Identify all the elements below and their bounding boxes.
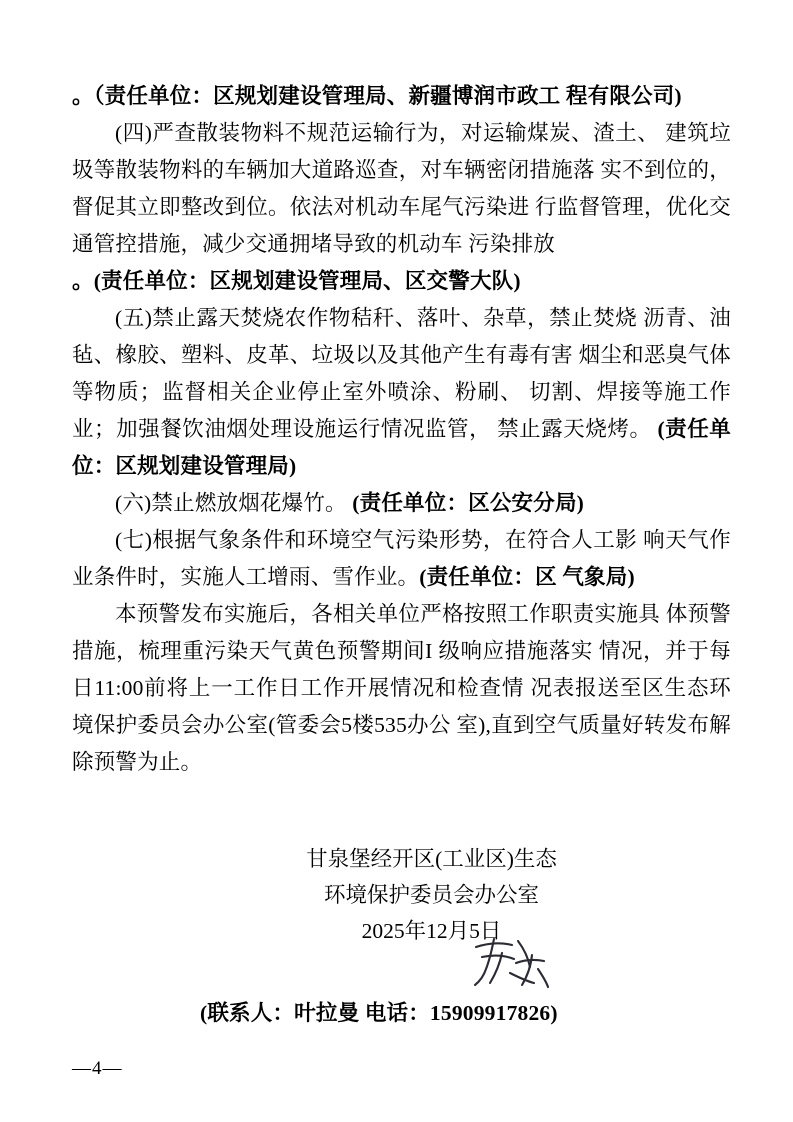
paragraph-text: 。(责任单位：区规划建设管理局、区交警大队) [72,269,521,293]
paragraph-text: (六)禁止燃放烟花爆竹。 [115,491,353,515]
paragraph-responsible-unit-4: (责任单位：区公安分局) [352,491,585,515]
signature-issuer-line-2: 环境保护委员会办公室 [323,883,539,907]
contact-text: (联系人：叶拉曼 电话：15909917826) [200,1001,558,1025]
page-number-footer [72,1058,123,1080]
paragraph-item-7 [72,522,731,596]
paragraph-text: 本预警发布实施后，各相关单位严格按照工作职责实施具 体预警措施，梳理重污染天气黄色预警期间I 级响应措施落实 情况，并于每日11:00前将上一工作日工作开展情况和检查情 况表报送至区生态环境保护委员会办公室(管委会5楼535办公 室),直到空气质量好转发布解除预警为止。 [72,602,731,774]
paragraph-text: (五)禁止露天焚烧农作物秸秆、落叶、杂草，禁止焚烧 沥青、油毡、橡胶、塑料、皮革、垃圾以及其他产生有毒有害 烟尘和恶臭气体等物质；监督相关企业停止室外喷涂、粉刷、 切割、焊接等施工作业；加强餐饮油烟处理设施运行情况监管， 禁止露天烧烤。 [72,306,731,441]
paragraph-responsible-unit-2 [72,263,731,300]
paragraph-responsible-unit-3: (责任单位：区规划建设管理局) [72,417,731,478]
paragraph-item-6 [72,485,731,522]
signature-date: 2025年12月5日 [361,919,502,943]
signature-issuer-line-1: 甘泉堡经开区(工业区)生态 [306,847,557,871]
paragraph-item-5 [72,300,731,485]
paragraph-text: (四)严查散装物料不规范运输行为，对运输煤炭、渣土、 建筑垃圾等散装物料的车辆加大道路巡查，对车辆密闭措施落 实不到位的，督促其立即整改到位。依法对机动车尾气污染进 行监督管理，优化交通管控措施，减少交通拥堵导致的机动车 污染排放 [72,121,731,256]
paragraph-text: 。（责任单位：区规划建设管理局、新疆博润市政工 程有限公司) [72,84,682,108]
page-number: —4— [72,1058,123,1079]
contact-line [72,995,731,1031]
signature-block [72,841,731,949]
paragraph-responsible-unit-1 [72,78,731,115]
paragraph-text: (七)根据气象条件和环境空气污染形势，在符合人工影 响天气作业条件时，实施人工增雨、雪作业。 [72,528,731,589]
paragraph-closing [72,596,731,781]
paragraph-item-4 [72,115,731,263]
paragraph-responsible-unit-5: (责任单位：区 气象局) [419,565,635,589]
